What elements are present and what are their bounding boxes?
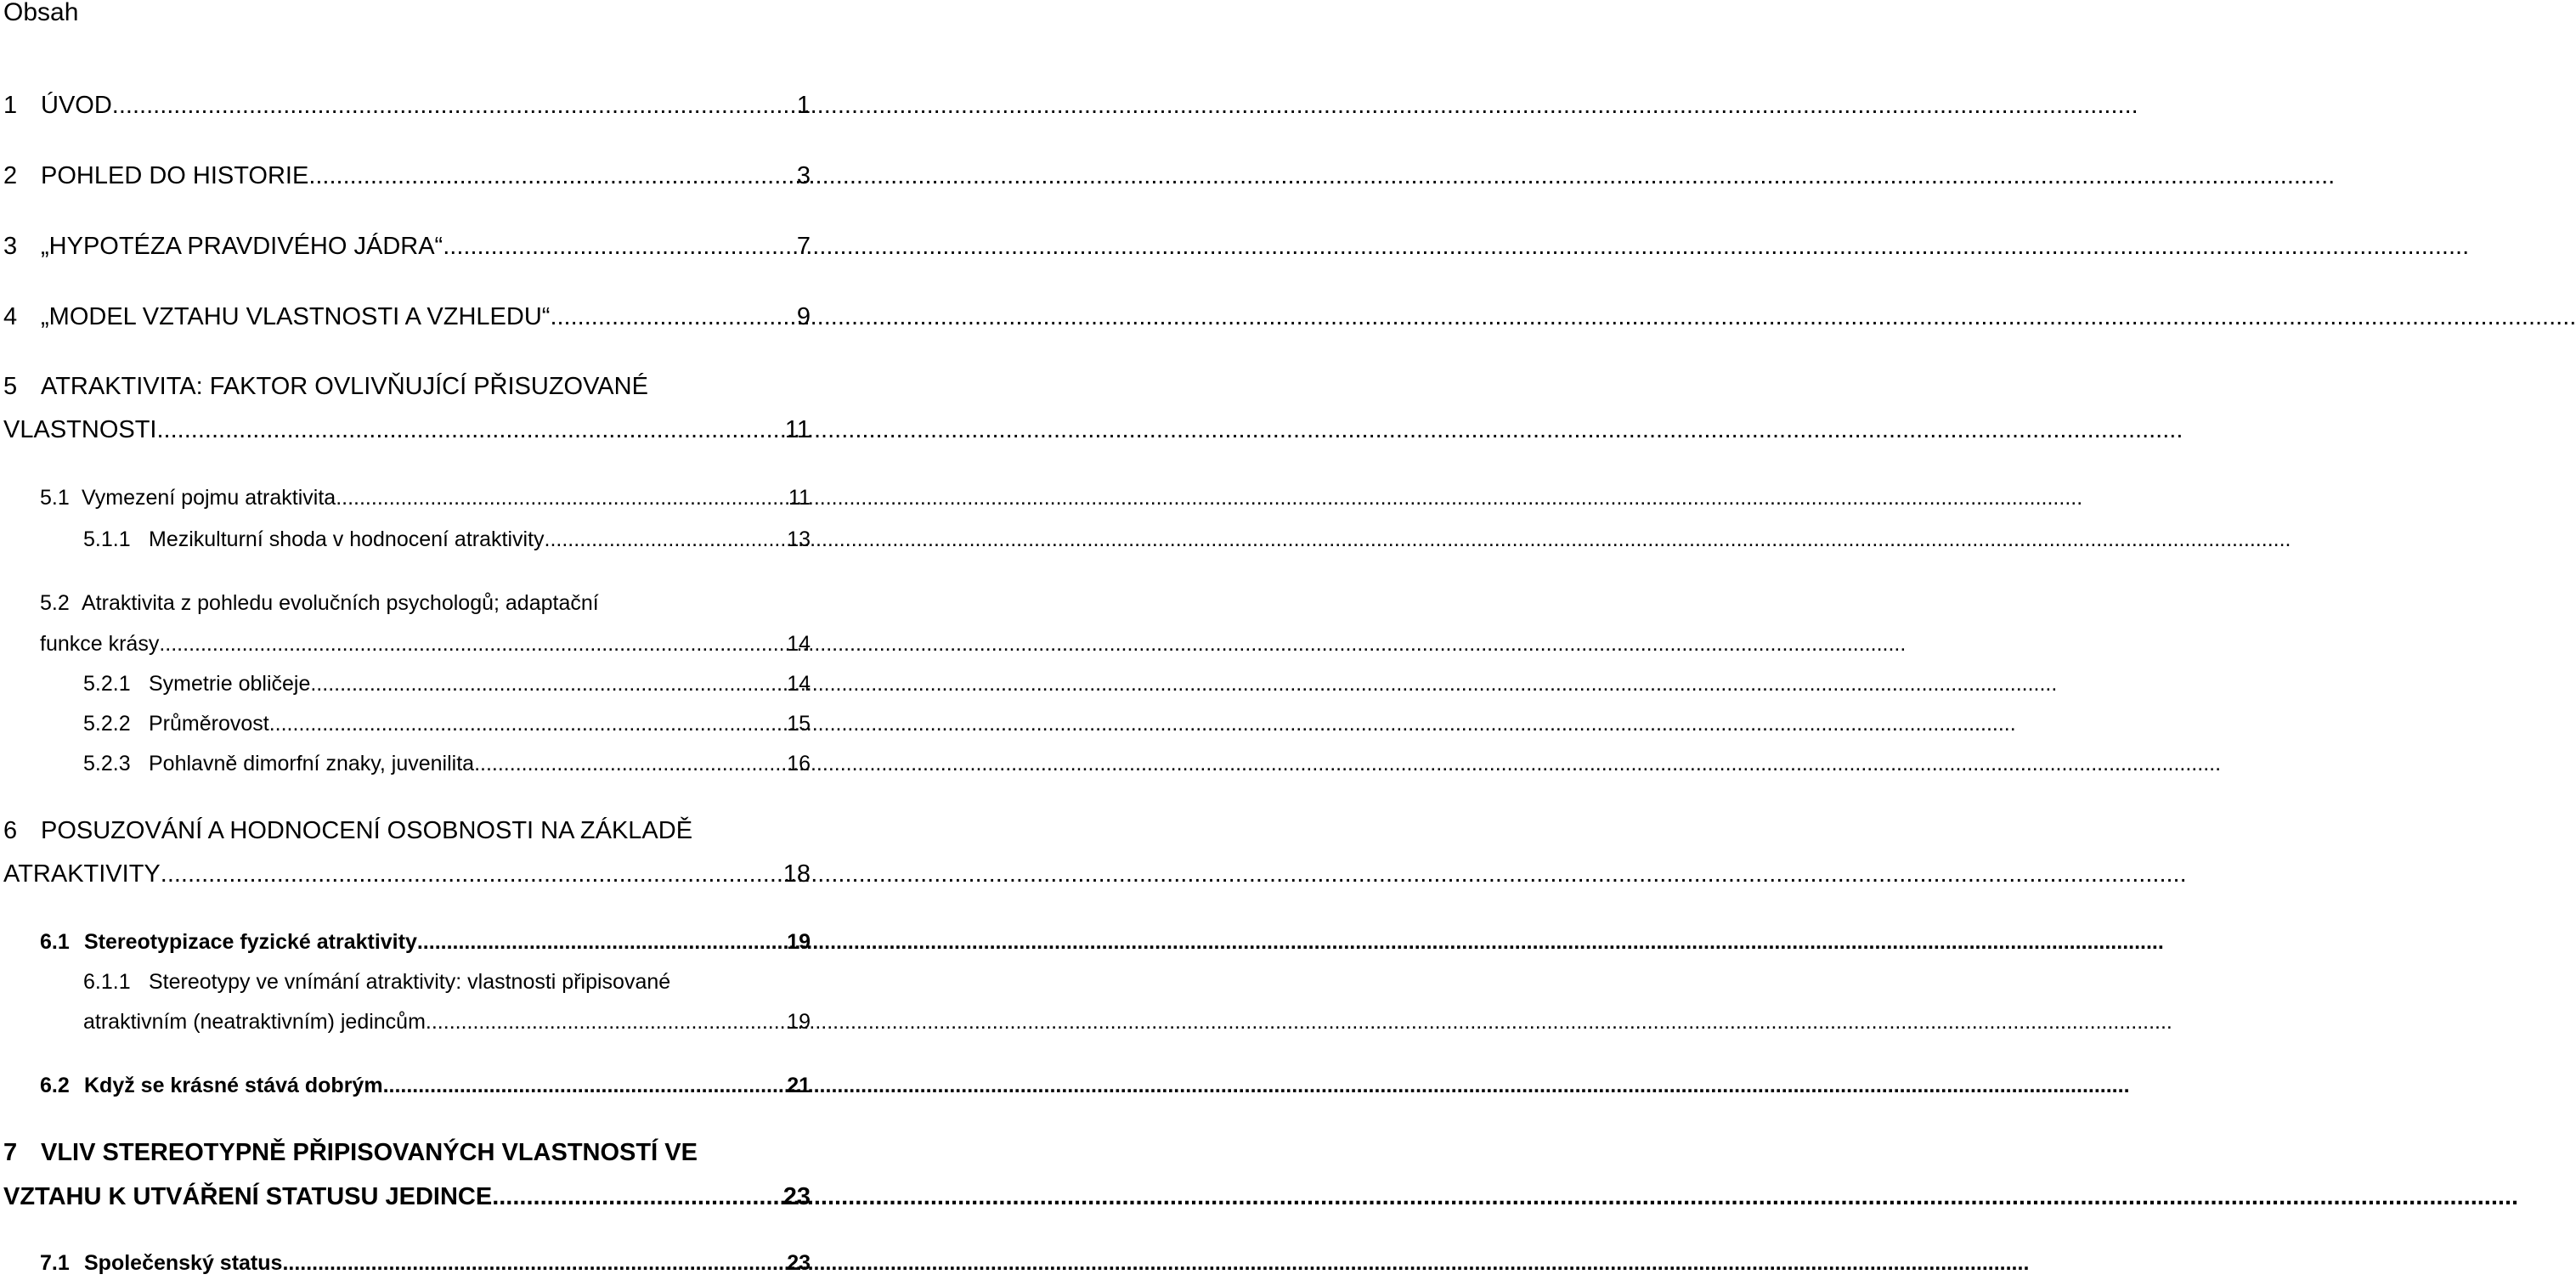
toc-entry-uvod[interactable]	[3, 91, 811, 121]
toc-entry-number: 6.1.1	[83, 970, 131, 994]
toc-leader-dots	[545, 527, 788, 552]
toc-entry-line	[40, 631, 811, 657]
toc-entry-title-cont: VZTAHU K UTVÁŘENÍ STATUSU JEDINCE	[3, 1183, 493, 1210]
toc-entry-title-cont: funkce krásy	[40, 632, 160, 656]
toc-entry-page: 14	[787, 632, 811, 656]
toc-entry-number: 3	[3, 233, 18, 260]
toc-leader-dots	[112, 91, 797, 121]
toc-leader-dots	[157, 415, 785, 445]
toc-entry-number: 5	[3, 373, 18, 400]
toc-leader-dots	[492, 1182, 783, 1212]
toc-entry-title: Když se krásné stává dobrým	[84, 1074, 383, 1097]
toc-entry-page: 23	[782, 1183, 811, 1210]
toc-entry-title: Průměrovost	[149, 712, 269, 736]
toc-leader-dots	[308, 161, 797, 191]
toc-entry-stereotypizace[interactable]	[40, 929, 811, 955]
toc-entry-number: 7.1	[40, 1251, 70, 1275]
toc-entry-number: 5.1.1	[83, 527, 131, 551]
page-title: Obsah	[3, 0, 79, 26]
toc-leader-dots	[159, 631, 787, 657]
toc-entry-number: 5.1	[40, 486, 70, 510]
toc-entry-number: 6	[3, 817, 18, 844]
toc-leader-dots	[310, 671, 787, 696]
toc-entry-line	[83, 1009, 811, 1035]
toc-entry-title: VLIV STEREOTYPNĚ PŘIPISOVANÝCH VLASTNOSTÍ VE	[41, 1139, 698, 1166]
toc-leader-dots	[383, 1073, 788, 1098]
toc-entry-title: Společenský status	[84, 1251, 283, 1275]
toc-entry-pohlavne-dimorfni[interactable]	[83, 751, 811, 776]
toc-entry-line	[40, 590, 599, 616]
toc-entry-prumerovost[interactable]	[83, 711, 811, 736]
toc-entry-page: 19	[787, 1010, 811, 1034]
toc-entry-number: 6.1	[40, 930, 70, 954]
toc-entry-title: Pohlavně dimorfní znaky, juvenilita	[149, 752, 475, 775]
toc-entry-title-cont: VLASTNOSTI	[3, 416, 157, 443]
toc-entry-title: ATRAKTIVITA: FAKTOR OVLIVŇUJÍCÍ PŘISUZOVANÉ	[41, 373, 648, 400]
toc-entry-title: Vymezení pojmu atraktivita	[82, 486, 336, 510]
toc-entry-vymezeni-pojmu[interactable]	[40, 485, 811, 510]
toc-entry-number: 5.2.3	[83, 752, 131, 775]
toc-entry-line	[3, 1138, 698, 1168]
toc-entry-title: „MODEL VZTAHU VLASTNOSTI A VZHLEDU“	[41, 303, 551, 330]
toc-entry-line	[3, 860, 811, 889]
toc-entry-line	[83, 969, 670, 995]
toc-entry-line	[3, 1182, 811, 1212]
toc-entry-page: 16	[787, 752, 811, 775]
toc-entry-page: 15	[787, 712, 811, 736]
toc-entry-page: 18	[782, 860, 811, 888]
toc-entry-title: Stereotypizace fyzické atraktivity	[84, 930, 417, 954]
toc-leader-dots	[161, 860, 783, 889]
toc-entry-model-vztahu[interactable]	[3, 302, 811, 332]
toc-entry-page: 13	[787, 527, 811, 551]
toc-entry-number: 5.2.2	[83, 712, 131, 736]
toc-entry-number: 4	[3, 303, 18, 330]
toc-entry-number: 2	[3, 162, 18, 189]
toc-entry-symetrie[interactable]	[83, 671, 811, 696]
toc-entry-title: „HYPOTÉZA PRAVDIVÉHO JÁDRA“	[41, 233, 443, 260]
toc-entry-title: Mezikulturní shoda v hodnocení atraktivity	[149, 527, 545, 551]
toc-entry-number: 5.2.1	[83, 672, 131, 696]
toc-entry-page: 7	[796, 233, 811, 260]
toc-entry-title: Symetrie obličeje	[149, 672, 311, 696]
toc-entry-title: Atraktivita z pohledu evolučních psychologů; adaptační	[82, 591, 599, 615]
toc-entry-number: 6.2	[40, 1074, 70, 1097]
toc-entry-pohled-do-historie[interactable]	[3, 161, 811, 191]
toc-entry-hypoteza[interactable]	[3, 232, 811, 262]
toc-entry-title: ÚVOD	[41, 92, 112, 119]
toc-entry-mezikulturni-shoda[interactable]	[83, 527, 811, 552]
toc-leader-dots	[282, 1250, 787, 1276]
toc-entry-page: 11	[788, 486, 811, 510]
toc-entry-page: 1	[796, 92, 811, 119]
toc-leader-dots	[417, 929, 787, 955]
toc-entry-title-cont: atraktivním (neatraktivním) jedincům	[83, 1010, 426, 1034]
toc-entry-page: 14	[787, 672, 811, 696]
toc-entry-title: POSUZOVÁNÍ A HODNOCENÍ OSOBNOSTI NA ZÁKLADĚ	[41, 817, 693, 844]
toc-entry-number: 1	[3, 92, 18, 119]
toc-entry-page: 19	[787, 930, 811, 954]
toc-entry-title: Stereotypy ve vnímání atraktivity: vlastnosti připisované	[149, 970, 671, 994]
toc-entry-line	[3, 816, 692, 846]
toc-entry-page: 3	[796, 162, 811, 189]
toc-entry-line	[3, 415, 811, 445]
toc-leader-dots	[474, 751, 787, 776]
toc-entry-page: 11	[784, 416, 811, 443]
toc-leader-dots	[336, 485, 788, 510]
toc-entry-page: 9	[796, 303, 811, 330]
toc-leader-dots	[426, 1009, 787, 1035]
toc-entry-page: 23	[787, 1251, 811, 1275]
toc-entry-spolecensky-status[interactable]	[40, 1250, 811, 1276]
toc-entry-number: 7	[3, 1139, 18, 1166]
toc-entry-page: 21	[787, 1074, 811, 1097]
toc-entry-title: POHLED DO HISTORIE	[41, 162, 309, 189]
toc-entry-kdyz-se-krasne[interactable]	[40, 1073, 811, 1098]
toc-entry-line	[3, 372, 648, 402]
toc-entry-title-cont: ATRAKTIVITY	[3, 860, 161, 888]
toc-leader-dots	[550, 302, 796, 332]
toc-entry-number: 5.2	[40, 591, 70, 615]
toc-leader-dots	[269, 711, 787, 736]
toc-leader-dots	[443, 232, 797, 262]
